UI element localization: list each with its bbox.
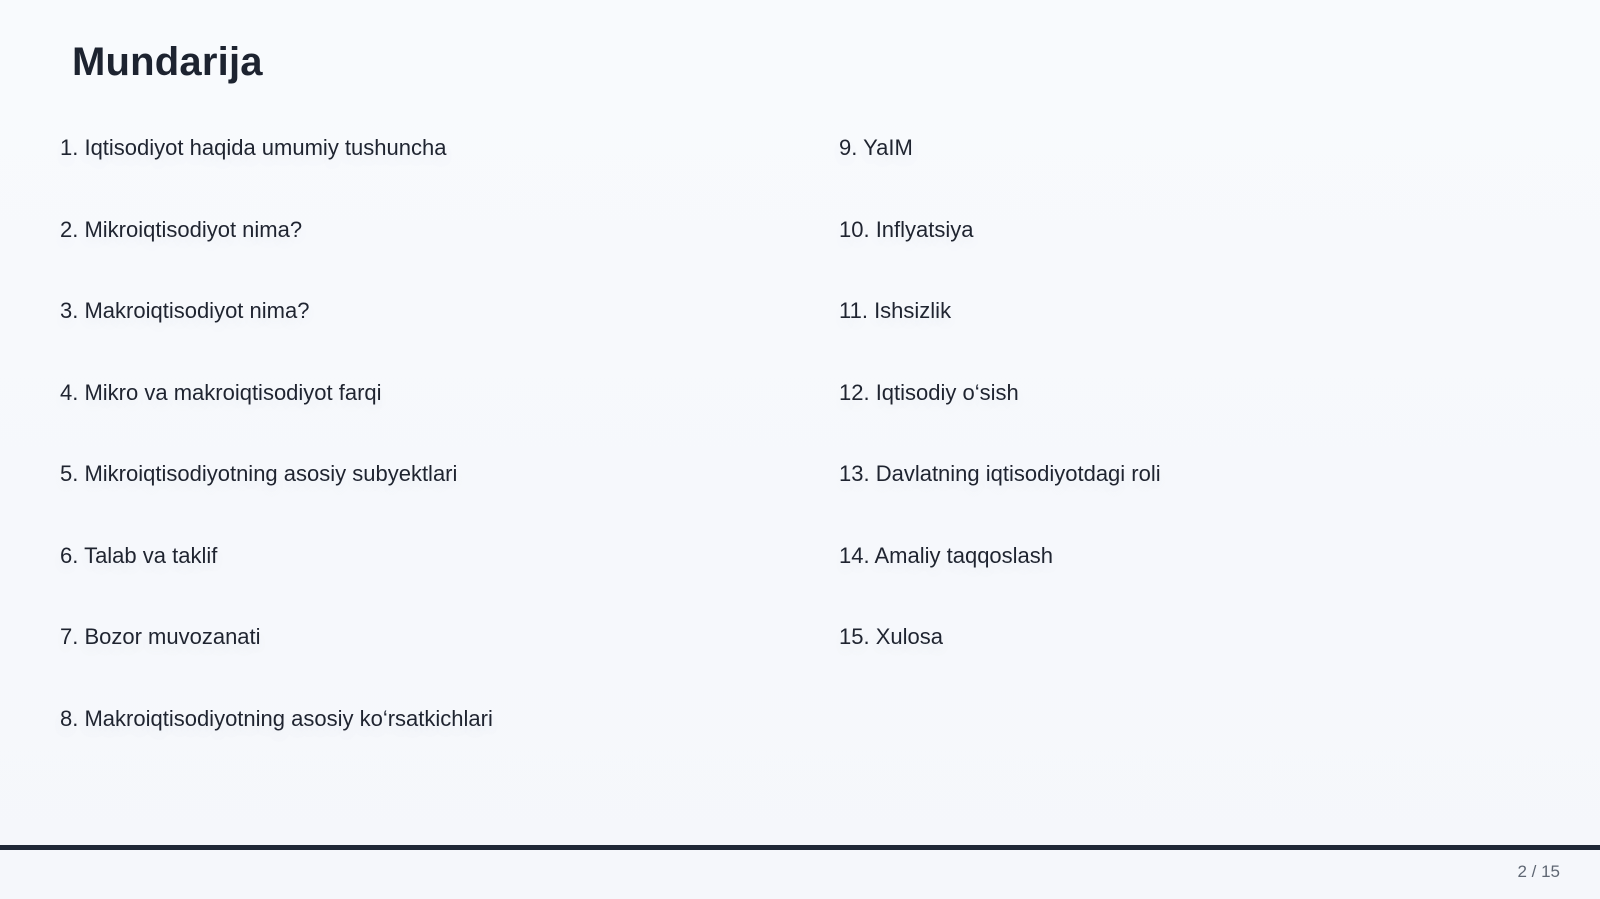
toc-item: 11. Ishsizlik [839, 298, 952, 323]
toc-item: 6. Talab va taklif [60, 542, 218, 568]
toc-item: 9. YaIM [839, 135, 913, 160]
toc-item: 13. Davlatning iqtisodiyotdagi roli [839, 461, 1161, 486]
slide-title: Mundarija [72, 40, 263, 84]
toc-right-column [839, 128, 1161, 699]
toc-item: 3. Makroiqtisodiyot nima? [60, 298, 310, 323]
toc-item: 10. Inflyatsiya [839, 216, 974, 242]
toc-item: 15. Xulosa [839, 624, 943, 649]
toc-item: 4. Mikro va makroiqtisodiyot farqi [60, 379, 382, 405]
toc-item: 5. Mikroiqtisodiyotning asosiy subyektlari [60, 461, 458, 486]
toc-item: 8. Makroiqtisodiyotning asosiy ko‘rsatkichlari [60, 705, 493, 731]
toc-item: 2. Mikroiqtisodiyot nima? [60, 216, 303, 242]
page-indicator: 2 / 15 [1517, 862, 1560, 881]
toc-item: 14. Amaliy taqqoslash [839, 542, 1054, 568]
toc-item: 12. Iqtisodiy o‘sish [839, 379, 1019, 405]
toc-left-column [60, 128, 493, 780]
toc-item: 7. Bozor muvozanati [60, 624, 261, 649]
toc-item: 1. Iqtisodiyot haqida umumiy tushuncha [60, 135, 447, 160]
footer-divider [0, 845, 1600, 850]
